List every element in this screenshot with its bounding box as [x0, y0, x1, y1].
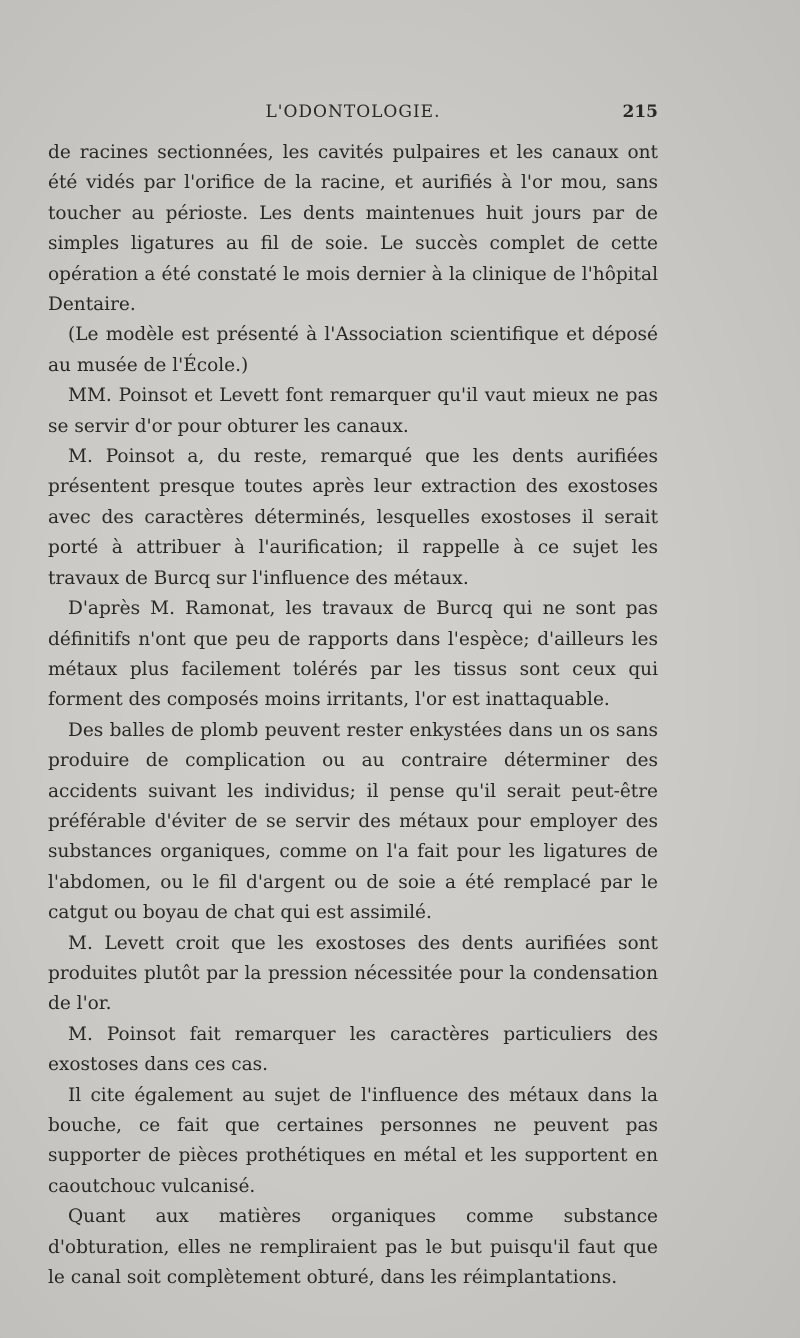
- running-title: L'ODONTOLOGIE.: [265, 102, 441, 122]
- paragraph: M. Poinsot fait remarquer les caractères particuliers des exostoses dans ces cas.: [48, 1023, 658, 1076]
- body-text: [48, 138, 658, 1293]
- paragraph: M. Levett croit que les exostoses des dents aurifiées sont produites plutôt par la pression nécessitée pour la condensation de l'or.: [48, 932, 658, 1015]
- paragraph: Des balles de plomb peuvent rester enkystées dans un os sans produire de complication ou au contraire déterminer des accidents suivant les individus; il pense qu'il serait peut-être préférable d'éviter de se servir des métaux pour employer des substances organiques, comme on l'a fait pour les ligatures de l'abdomen, ou le fil d'argent ou de soie a été remplacé par le catgut ou boyau de chat qui est assimilé.: [48, 719, 658, 924]
- paragraph: D'après M. Ramonat, les travaux de Burcq qui ne sont pas définitifs n'ont que peu de rapports dans l'espèce; d'ailleurs les métaux plus facilement tolérés par les tissus sont ceux qui forment des composés moins irritants, l'or est inattaquable.: [48, 598, 658, 711]
- paragraph: Quant aux matières organiques comme substance d'obturation, elles ne rempliraient pas le but puisqu'il faut que le canal soit complètement obturé, dans les réimplantations.: [48, 1206, 658, 1289]
- page-header: [48, 100, 658, 130]
- paragraph: Il cite également au sujet de l'influence des métaux dans la bouche, ce fait que certaines personnes ne peuvent pas supporter de pièces prothétiques en métal et les supportent en caoutchouc vulcanisé.: [48, 1084, 658, 1197]
- page-number: 215: [622, 102, 658, 122]
- paragraph: M. Poinsot a, du reste, remarqué que les dents aurifiées présentent presque toutes après leur extraction des exostoses avec des caractères déterminés, lesquelles exostoses il serait porté à attribuer à l'aurification; il rappelle à ce sujet les travaux de Burcq sur l'influence des métaux.: [48, 446, 658, 589]
- paragraph: de racines sectionnées, les cavités pulpaires et les canaux ont été vidés par l'orifice de la racine, et aurifiés à l'or mou, sans toucher au périoste. Les dents maintenues huit jours par de simples ligatures au fil de soie. Le succès complet de cette opération a été constaté le mois dernier à la clinique de l'hôpital Dentaire.: [48, 142, 658, 316]
- paragraph: MM. Poinsot et Levett font remarquer qu'il vaut mieux ne pas se servir d'or pour obturer les canaux.: [48, 385, 658, 437]
- paragraph: (Le modèle est présenté à l'Association scientifique et déposé au musée de l'École.): [48, 324, 658, 376]
